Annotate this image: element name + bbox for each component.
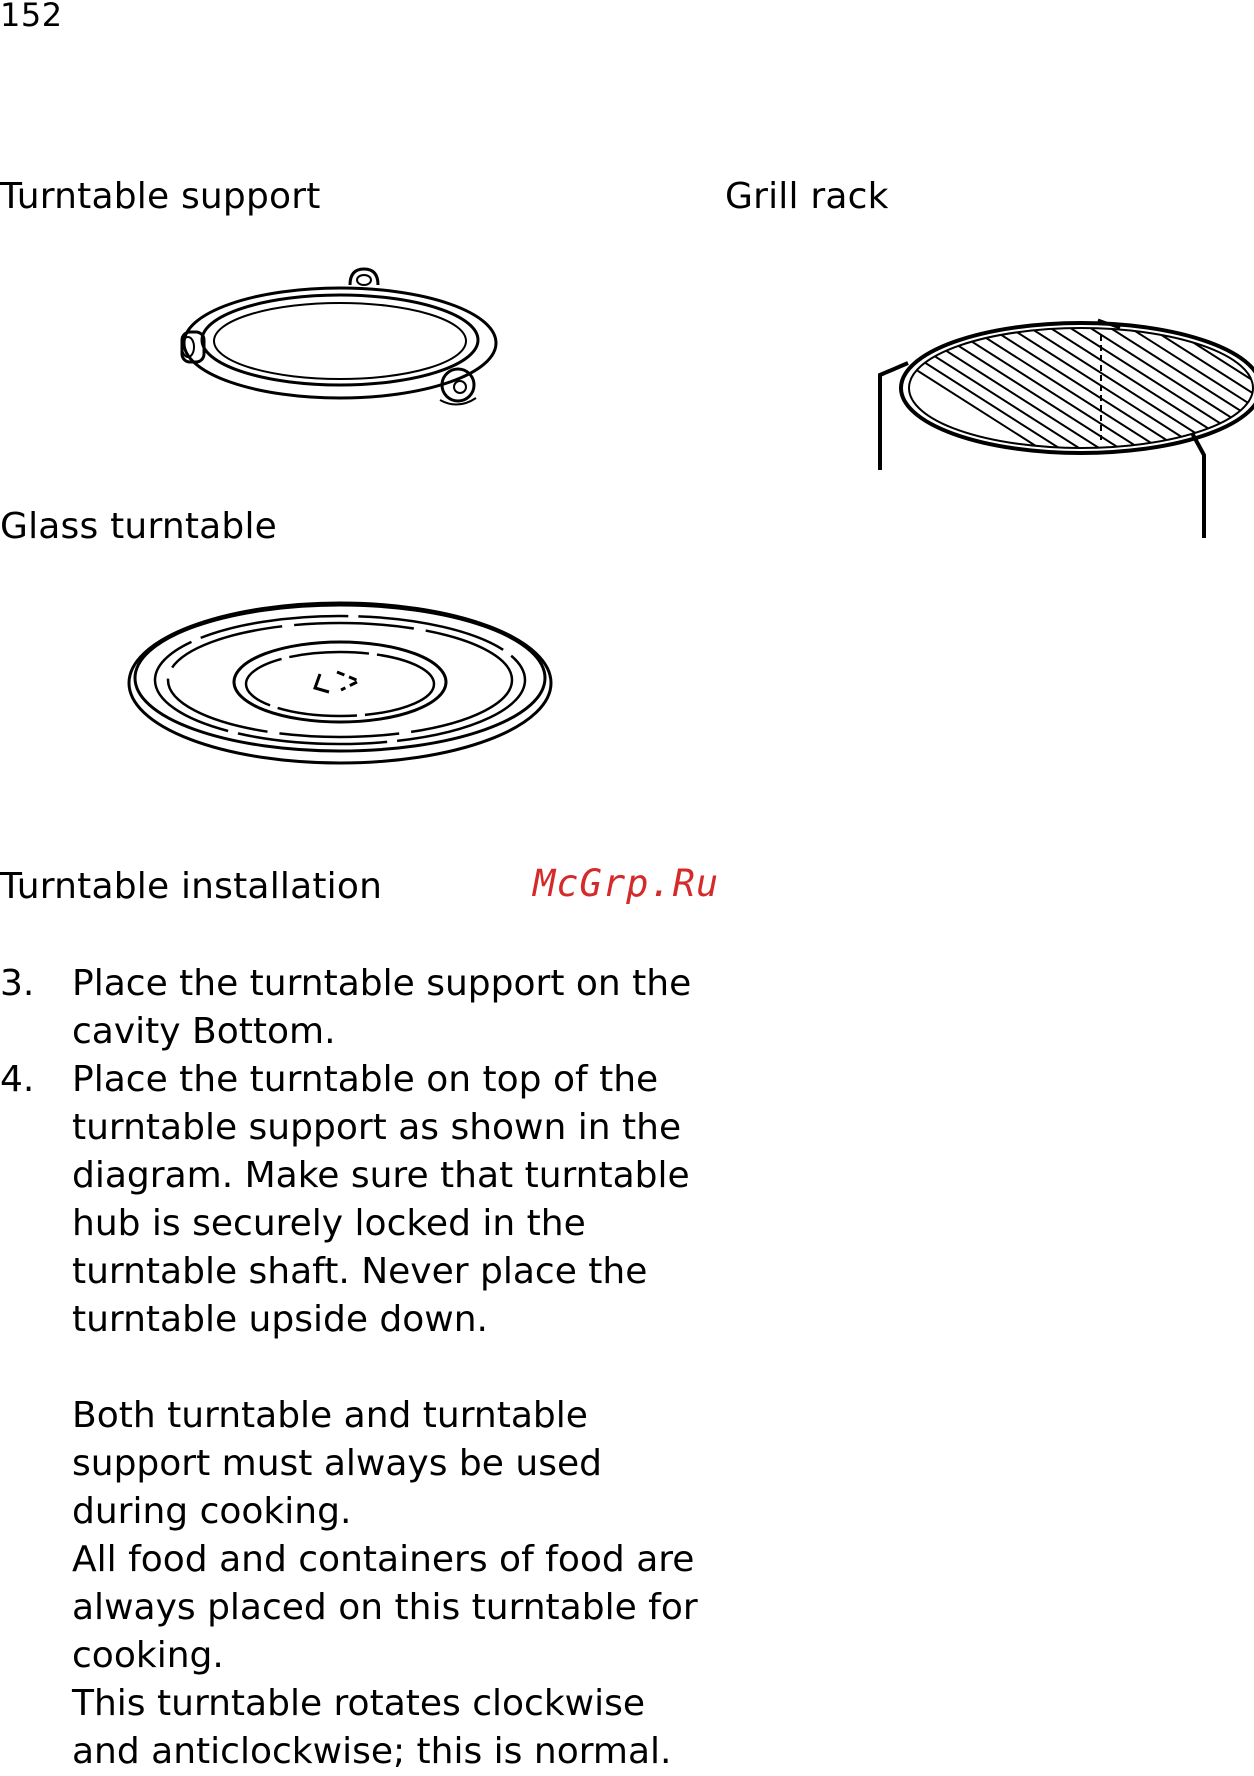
page-number: 152 <box>0 0 63 34</box>
step-4 <box>0 1056 700 1344</box>
step-number: 3. <box>0 963 35 1004</box>
turntable-support-caption: Turntable support <box>0 176 321 217</box>
glass-turntable-illustration <box>125 598 555 768</box>
step-number: 4. <box>0 1059 35 1100</box>
grill-rack-illustration <box>870 315 1254 545</box>
step-3 <box>0 960 700 1056</box>
step-text: Place the turntable on top of the turntable support as shown in the diagram. Make sure that turntable hub is securely locked in the turntable shaft. Never place the turntable upside down. <box>72 1059 690 1340</box>
grill-rack-caption: Grill rack <box>725 176 889 217</box>
turntable-installation-caption: Turntable installation <box>0 866 383 907</box>
note-paragraph: All food and containers of food are always placed on this turntable for cooking. <box>72 1539 698 1676</box>
note-paragraph: This turntable rotates clockwise and anticlockwise; this is normal. <box>72 1683 672 1772</box>
glass-turntable-caption: Glass turntable <box>0 506 278 547</box>
note-paragraph: Both turntable and turntable support must always be used during cooking. <box>72 1395 602 1532</box>
watermark: McGrp.Ru <box>533 862 720 905</box>
installation-instructions <box>0 960 700 1776</box>
step-text: Place the turntable support on the cavity Bottom. <box>72 963 692 1052</box>
turntable-support-illustration <box>170 260 510 410</box>
